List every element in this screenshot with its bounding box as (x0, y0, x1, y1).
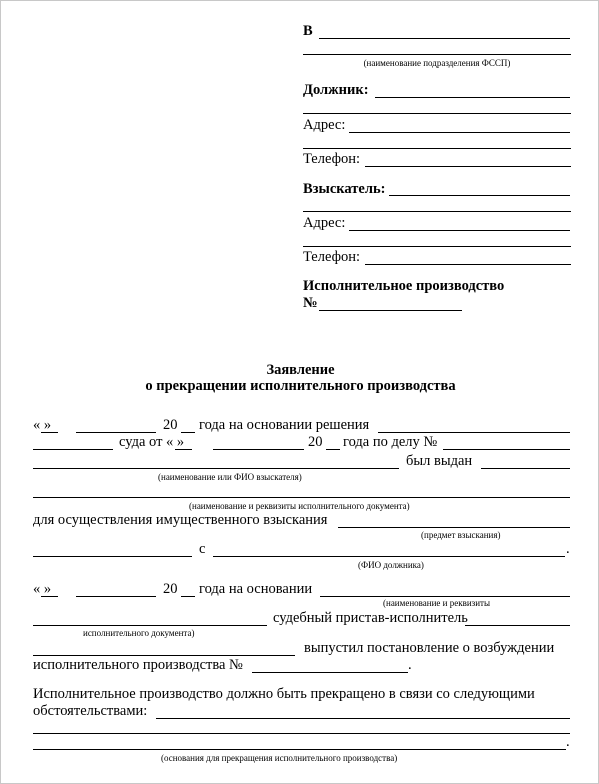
claimant-name-caption: (наименование или ФИО взыскателя) (158, 472, 302, 482)
proceeding-number-line (319, 310, 462, 311)
requisites-caption: (наименование и реквизиты (383, 598, 490, 608)
circumstances-text: обстоятельствами: (33, 703, 148, 719)
debtor-phone-label: Телефон: (303, 151, 361, 167)
debtor-line (375, 97, 570, 98)
bailiff-name-line (465, 625, 570, 626)
claimant-address-label: Адрес: (303, 215, 346, 231)
period-text-2: . (408, 657, 412, 673)
court-day-line (175, 449, 192, 450)
date-day-line-2 (41, 596, 58, 597)
court-month-line (213, 449, 304, 450)
circumstances-line (156, 718, 570, 719)
debtor-name-line (213, 556, 565, 557)
document-title: Заявление (266, 362, 335, 378)
recovery-text: для осуществления имущественного взыскания (33, 512, 328, 528)
exec-doc-caption: исполнительного документа) (83, 628, 195, 638)
date-day-line (41, 432, 58, 433)
period-text: . (566, 541, 570, 557)
termination-text: Исполнительное производство должно быть прекращено в связи со следующими (33, 686, 535, 702)
year-text: 20 (163, 417, 178, 433)
with-text: с (199, 541, 206, 557)
case-number-line (443, 449, 570, 450)
proceeding-number-label: № (303, 295, 318, 311)
exec-document-line (33, 497, 570, 498)
year-text-2: 20 (163, 581, 178, 597)
debtor-address-label: Адрес: (303, 117, 346, 133)
resolution-text: выпустил постановление о возбуждении (304, 640, 555, 656)
basis-line (320, 596, 570, 597)
proceeding-number-text: исполнительного производства № (33, 657, 243, 673)
circumstances-line-2 (33, 733, 570, 734)
debtor-address-line-2 (303, 148, 571, 149)
year-line (181, 432, 195, 433)
exec-document-caption: (наименование и реквизиты исполнительного документа) (189, 501, 410, 511)
claimant-phone-label: Телефон: (303, 249, 361, 265)
claimant-name-line (33, 468, 399, 469)
court-year-line (326, 449, 340, 450)
debtor-address-line (349, 132, 570, 133)
year-line-2 (181, 596, 195, 597)
claimant-phone-line (365, 264, 571, 265)
bailiff-text: судебный пристав-исполнитель (273, 610, 468, 626)
recovery-subject-caption: (предмет взыскания) (421, 530, 501, 540)
claimant-line-2 (303, 211, 571, 212)
recovery-line (338, 527, 570, 528)
exec-doc-line-2 (33, 625, 267, 626)
court-year-text: 20 (308, 434, 323, 450)
circumstances-line-3 (33, 749, 566, 750)
division-line (303, 54, 571, 55)
court-line (33, 449, 113, 450)
bailiff-line-2 (33, 655, 295, 656)
basis-text: года на основании (199, 581, 313, 597)
debtor-name-caption: (ФИО должника) (358, 560, 424, 570)
issued-line (481, 468, 570, 469)
claimant-line (389, 195, 570, 196)
to-label: В (303, 23, 313, 39)
proceeding-number-line-2 (252, 672, 408, 673)
issued-text: был выдан (406, 453, 473, 469)
claimant-address-line-2 (303, 246, 571, 247)
claimant-address-line (349, 230, 570, 231)
period-text-3: . (566, 734, 570, 750)
date-month-line-2 (76, 596, 156, 597)
proceeding-label: Исполнительное производство (303, 278, 505, 294)
date-quote-text: « » (33, 417, 52, 433)
decision-text: года на основании решения (199, 417, 370, 433)
date-month-line (76, 432, 156, 433)
grounds-caption: (основания для прекращения исполнительного производства) (161, 753, 398, 763)
claimant-label: Взыскатель: (303, 181, 386, 197)
debtor-line-2 (303, 113, 571, 114)
document-subtitle: о прекращении исполнительного производства (145, 378, 456, 394)
to-line (319, 38, 570, 39)
court-date-text: суда от « » (119, 434, 185, 450)
recovery-line-2 (33, 556, 192, 557)
debtor-phone-line (365, 166, 571, 167)
date-quote-text-2: « » (33, 581, 52, 597)
decision-line (378, 432, 570, 433)
case-text: года по делу № (343, 434, 438, 450)
debtor-label: Должник: (303, 82, 369, 98)
division-caption: (наименование подразделения ФССП) (363, 58, 511, 68)
